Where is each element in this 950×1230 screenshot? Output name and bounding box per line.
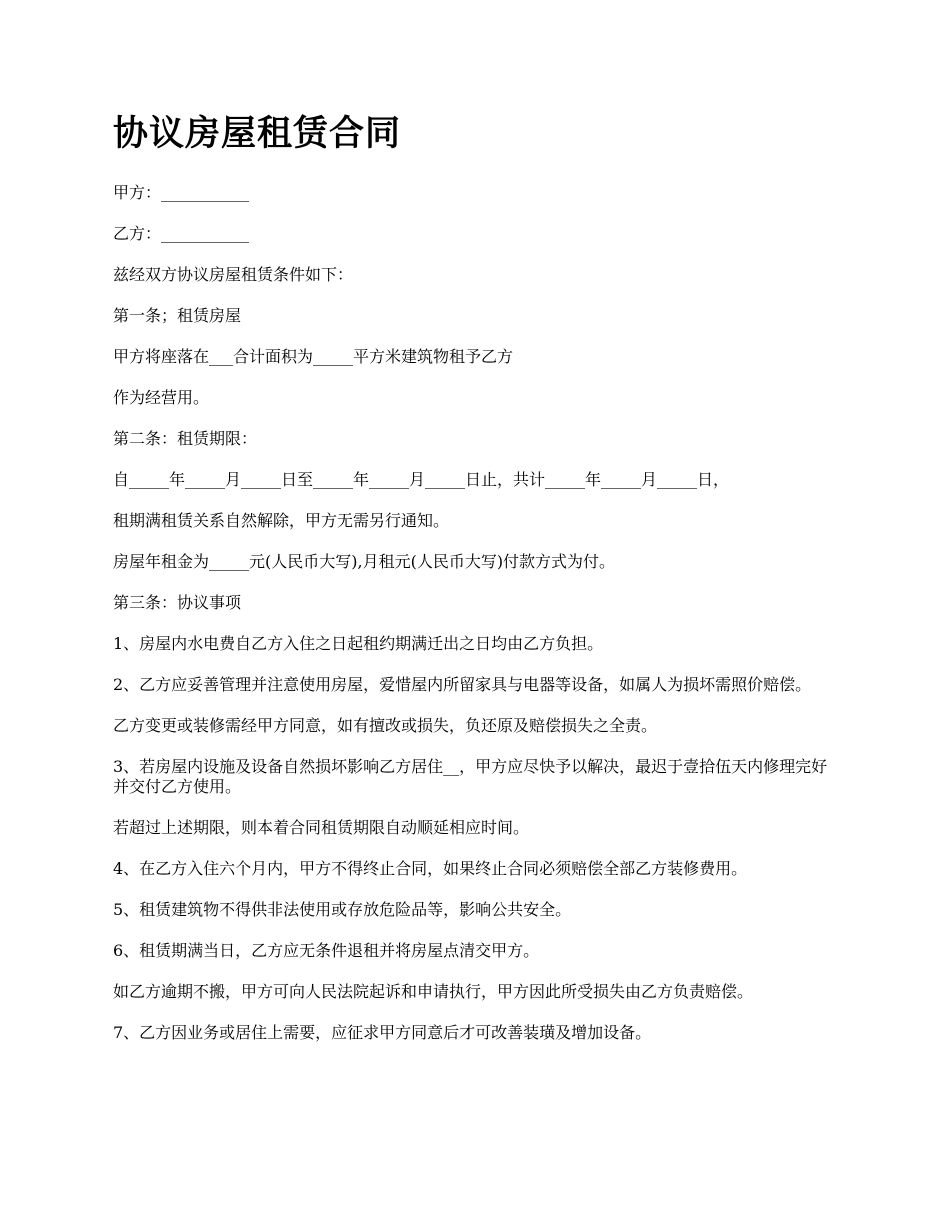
party-b-line: 乙方：___________: [113, 224, 250, 243]
intro-paragraph: 兹经双方协议房屋租赁条件如下：: [113, 265, 354, 284]
article-2-heading: 第二条：租赁期限：: [113, 429, 258, 448]
clause-6-addendum: 如乙方逾期不搬，甲方可向人民法院起诉和申请执行，甲方因此所受损失由乙方负责赔偿。: [113, 982, 754, 1001]
article-1-purpose: 作为经营用。: [113, 388, 210, 407]
lease-termination-note: 租期满租赁关系自然解除，甲方无需另行通知。: [113, 511, 450, 530]
clause-4: 4、在乙方入住六个月内，甲方不得终止合同，如果终止合同必须赔偿全部乙方装修费用。: [113, 859, 748, 878]
article-3-heading: 第三条：协议事项: [113, 593, 242, 612]
lease-term-dates: 自_____年_____月_____日至_____年_____月_____日止，共计_____年_____月_____日，: [113, 470, 730, 489]
clause-6: 6、租赁期满当日，乙方应无条件退租并将房屋点清交甲方。: [113, 941, 540, 960]
clause-7: 7、乙方因业务或居住上需要，应征求甲方同意后才可改善装璜及增加设备。: [113, 1023, 652, 1042]
document-title: 协议房屋租赁合同: [113, 113, 402, 154]
rent-amount: 房屋年租金为_____元(人民币大写),月租元(人民币大写)付款方式为付。: [113, 552, 616, 571]
article-1-body: 甲方将座落在___合计面积为_____平方米建筑物租予乙方: [113, 347, 514, 366]
party-a-line: 甲方：___________: [113, 183, 250, 202]
clause-3: 3、若房屋内设施及设备自然损坏影响乙方居住__，甲方应尽快予以解决，最迟于壹拾伍天内修理完好并交付乙方使用。: [113, 757, 828, 796]
article-1-heading: 第一条；租赁房屋: [113, 306, 242, 325]
clause-2-addendum: 乙方变更或装修需经甲方同意，如有擅改或损失，负还原及赔偿损失之全责。: [113, 716, 658, 735]
clause-5: 5、租赁建筑物不得供非法使用或存放危险品等，影响公共安全。: [113, 900, 572, 919]
clause-3-addendum: 若超过上述期限，则本着合同租赁期限自动顺延相应时间。: [113, 818, 530, 837]
clause-2: 2、乙方应妥善管理并注意使用房屋，爱惜屋内所留家具与电器等设备，如属人为损坏需照价赔偿。: [113, 675, 812, 694]
clause-1: 1、房屋内水电费自乙方入住之日起租约期满迁出之日均由乙方负担。: [113, 634, 604, 653]
